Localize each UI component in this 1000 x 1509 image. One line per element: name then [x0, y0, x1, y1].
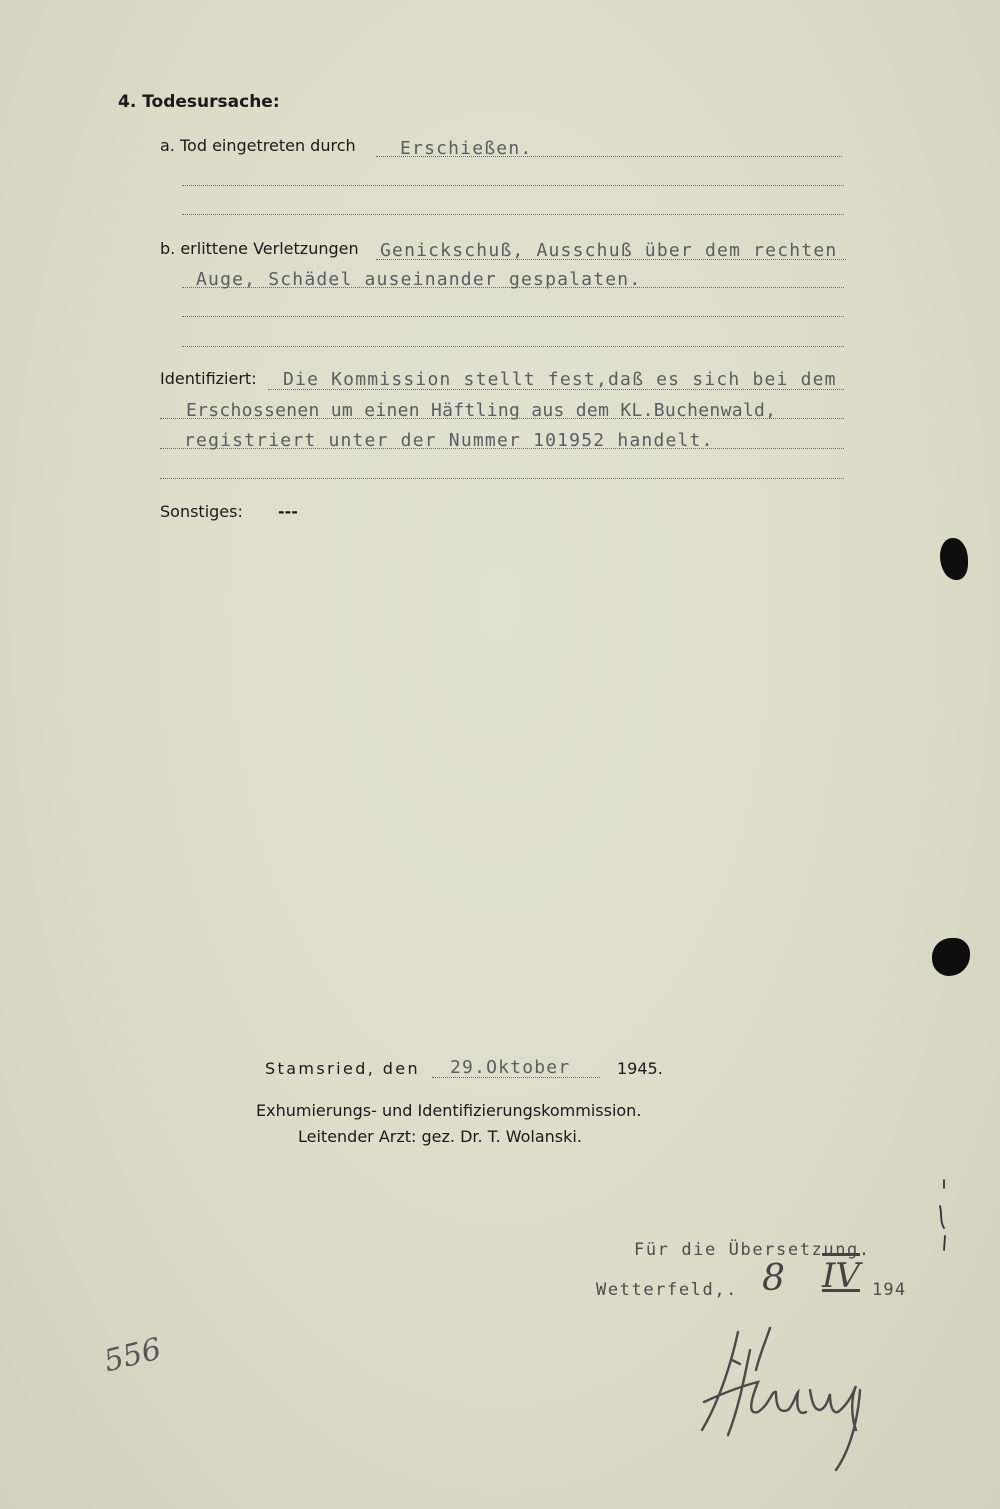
- translation-line: Für die Übersetzung.: [634, 1240, 871, 1260]
- punch-hole-mark-bottom: [932, 938, 970, 976]
- other-label: Sonstiges:: [160, 502, 243, 521]
- identified-value-line1: Die Kommission stellt fest,daß es sich bei dem: [283, 369, 837, 390]
- translation-day: 8: [762, 1258, 785, 1299]
- edge-marks: [934, 1176, 948, 1256]
- signature-drawing: [680, 1320, 880, 1480]
- cause-b-line-4: [182, 346, 844, 347]
- edge-marks-drawing: [934, 1176, 948, 1256]
- translation-year: 194: [872, 1280, 907, 1300]
- cause-a-line-3: [182, 214, 844, 215]
- section-heading: 4. Todesursache:: [118, 92, 280, 112]
- translation-month: IV: [822, 1256, 860, 1296]
- cause-b-value-line1: Genickschuß, Ausschuß über dem rechten: [380, 240, 838, 261]
- commission-doctor: Leitender Arzt: gez. Dr. T. Wolanski.: [298, 1127, 582, 1146]
- other-value: ---: [278, 502, 298, 521]
- marginal-number: 556: [100, 1331, 165, 1380]
- date-value: 29.Oktober: [450, 1057, 571, 1078]
- identified-value-line2: Erschossenen um einen Häftling aus dem KL.Buchenwald,: [186, 400, 777, 421]
- commission-name: Exhumierungs- und Identifizierungskommission.: [256, 1101, 642, 1120]
- cause-b-value-line2: Auge, Schädel auseinander gespalaten.: [196, 269, 642, 290]
- cause-a-value: Erschießen.: [400, 138, 533, 159]
- identified-line-4: [160, 478, 844, 479]
- cause-a-label: a. Tod eingetreten durch: [160, 136, 356, 155]
- place-label: Stamsried, den: [265, 1059, 421, 1078]
- identified-value-line3: registriert unter der Nummer 101952 handelt.: [184, 430, 714, 451]
- identified-label: Identifiziert:: [160, 369, 257, 388]
- cause-b-label: b. erlittene Verletzungen: [160, 239, 359, 258]
- cause-a-line-2: [182, 185, 844, 186]
- translation-place: Wetterfeld,.: [596, 1280, 739, 1300]
- punch-hole-mark-top: [940, 538, 968, 580]
- year-value: 1945.: [617, 1059, 663, 1078]
- cause-b-line-3: [182, 316, 844, 317]
- signature: [680, 1320, 880, 1480]
